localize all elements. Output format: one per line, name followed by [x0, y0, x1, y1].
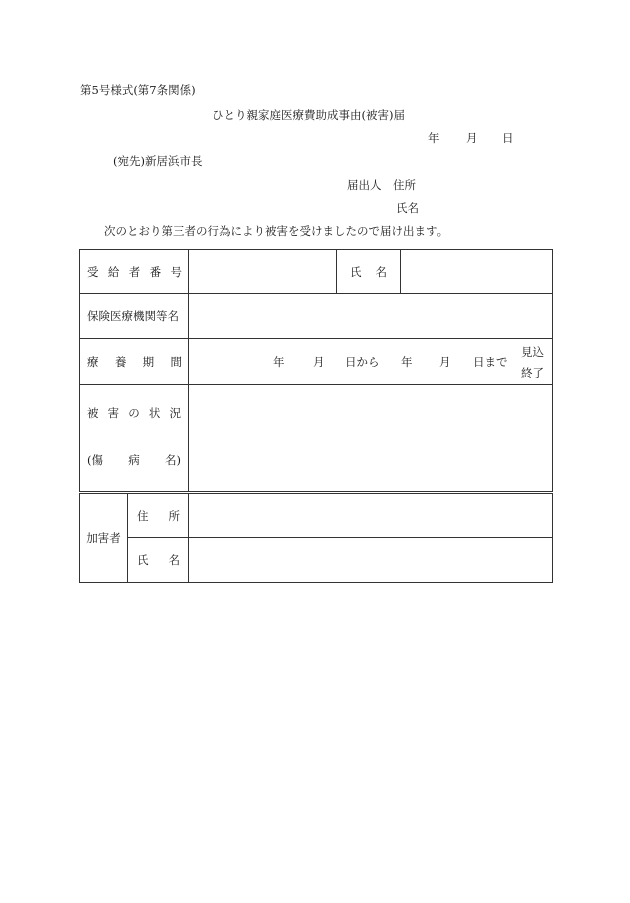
- label-char: 者: [128, 264, 141, 279]
- row-insurer: [80, 294, 553, 339]
- label-char: 養: [114, 354, 127, 369]
- perpetrator-address-field[interactable]: [189, 493, 553, 538]
- label-char: 名: [168, 553, 180, 567]
- addressee: (宛先)新居浜市長: [113, 154, 203, 168]
- name-field[interactable]: [401, 250, 553, 294]
- period-until: 日まで: [473, 355, 508, 369]
- row-period: [80, 339, 553, 385]
- label-char: 間: [170, 354, 182, 369]
- label-char: 名: [375, 264, 387, 279]
- name-label: [337, 250, 401, 294]
- recipient-number-label: [80, 250, 189, 294]
- date-month-label: 月: [466, 131, 478, 145]
- form-number: 第5号様式(第7条関係): [80, 83, 196, 97]
- period-from: 日から: [345, 355, 380, 369]
- date-year-label: 年: [428, 131, 440, 145]
- applicant-address-label: 届出人 住所: [347, 178, 416, 192]
- date-line: [428, 130, 514, 146]
- label-char: 番: [149, 264, 162, 279]
- period-status: [521, 342, 544, 384]
- label-char: の: [128, 406, 140, 420]
- label-char: 氏: [350, 264, 362, 279]
- perpetrator-label: 加害者: [80, 493, 128, 583]
- label-char: 名): [165, 453, 181, 467]
- period-text: [273, 354, 508, 370]
- label-char: 害: [107, 406, 120, 420]
- damage-status-field[interactable]: [189, 385, 553, 493]
- perpetrator-name-label: [128, 538, 189, 583]
- row-perpetrator-name: [80, 538, 553, 583]
- form-table: [79, 249, 553, 583]
- document-title: ひとり親家庭医療費助成事由(被害)届: [212, 108, 405, 122]
- row-damage: [80, 385, 553, 493]
- label-char: 所: [168, 508, 180, 523]
- treatment-period-label: [80, 339, 189, 385]
- period-month-to: 月: [439, 355, 451, 369]
- treatment-period-field[interactable]: [189, 339, 553, 385]
- statement: 次のとおり第三者の行為により被害を受けましたので届け出ます。: [104, 224, 449, 238]
- medical-institution-label: 保険医療機関等名: [80, 294, 189, 339]
- period-year-to: 年: [401, 355, 413, 369]
- label-char: 療: [87, 354, 99, 369]
- row-recipient: [80, 250, 553, 294]
- label-char: 被: [87, 406, 99, 420]
- expected-option[interactable]: 見込: [521, 345, 544, 359]
- damage-status-label: [80, 385, 189, 493]
- label-char: 氏: [137, 553, 149, 567]
- recipient-number-field[interactable]: [189, 250, 337, 294]
- label-char: (傷: [87, 453, 103, 467]
- label-char: 受: [87, 264, 99, 279]
- period-year-from: 年: [273, 355, 285, 369]
- period-month-from: 月: [313, 355, 325, 369]
- label-char: 期: [142, 354, 155, 369]
- medical-institution-field[interactable]: [189, 294, 553, 339]
- label-char: 状: [148, 406, 161, 420]
- perpetrator-name-field[interactable]: [189, 538, 553, 583]
- date-day-label: 日: [502, 131, 514, 145]
- ended-option[interactable]: 終了: [521, 366, 544, 380]
- applicant-name-label: 氏名: [396, 201, 419, 215]
- label-char: 号: [170, 264, 182, 279]
- label-char: 住: [137, 508, 149, 523]
- label-char: 況: [169, 406, 181, 420]
- perpetrator-address-label: [128, 493, 189, 538]
- label-char: 給: [107, 264, 120, 279]
- row-perpetrator-address: [80, 493, 553, 538]
- label-char: 病: [128, 453, 140, 467]
